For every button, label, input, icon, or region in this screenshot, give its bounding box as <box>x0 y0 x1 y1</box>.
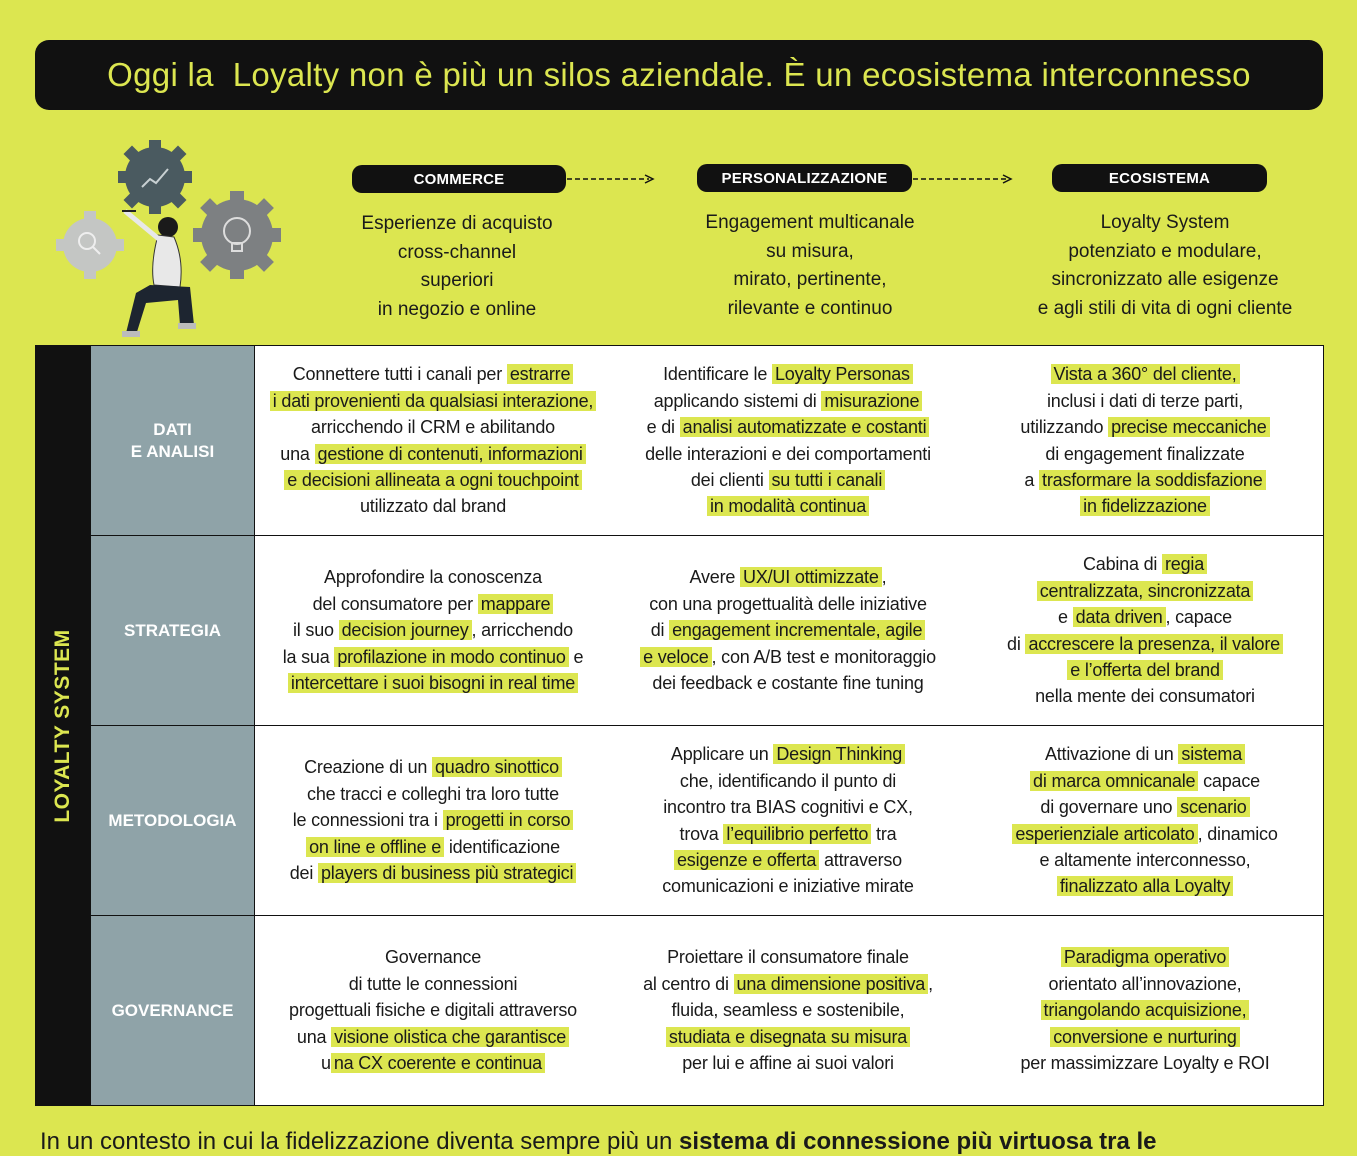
table-cell <box>611 346 965 535</box>
table-cell <box>255 726 611 915</box>
cell-line <box>690 564 887 590</box>
desc-line: mirato, pertinente, <box>733 269 887 290</box>
highlighted-text: quadro sinottico <box>432 757 562 777</box>
page-title: Oggi la Loyalty non è più un silos aziendale. È un ecosistema interconnesso <box>35 40 1323 110</box>
person-figure <box>122 211 196 337</box>
highlighted-text: progetti in corso <box>443 810 574 830</box>
cell-text: di engagement finalizzate <box>1045 443 1245 464</box>
cell-line <box>1067 657 1223 683</box>
highlighted-text: regia <box>1162 554 1207 574</box>
cell-text: Connettere tutti i canali per <box>292 364 507 385</box>
cell-line <box>1051 361 1240 387</box>
table-cell <box>965 726 1325 915</box>
highlighted-text: conversione e nurturing <box>1050 1027 1240 1047</box>
cell-text: al centro di <box>643 973 734 994</box>
bottom-text-normal: In un contesto in cui la fidelizzazione diventa sempre più un <box>40 1128 680 1155</box>
table-row <box>91 726 1323 916</box>
cell-line <box>349 971 518 997</box>
cell-text: identificazione <box>444 836 560 857</box>
highlighted-text: l’equilibrio perfetto <box>723 824 871 844</box>
cell-text: progettuali fisiche e digitali attraverso <box>289 1000 577 1021</box>
cell-line <box>674 847 902 873</box>
cell-line <box>1045 741 1245 767</box>
cell-text: delle interazioni e dei comportamenti <box>645 443 931 464</box>
cell-text: che tracci e colleghi tra loro tutte <box>307 783 559 804</box>
cell-line <box>671 741 905 767</box>
highlighted-text: in fidelizzazione <box>1080 496 1210 516</box>
cell-line <box>297 1024 569 1050</box>
cell-text: e altamente interconnesso, <box>1039 849 1251 870</box>
cell-text: dei <box>289 863 318 884</box>
cell-text: Avere <box>689 567 741 588</box>
highlighted-text: intercettare i suoi bisogni in real time <box>288 673 578 693</box>
cell-text: nella mente dei consumatori <box>1035 686 1255 707</box>
highlighted-text: accrescere la presenza, il valore <box>1025 634 1283 654</box>
cell-line <box>270 388 596 414</box>
cell-line <box>1047 388 1243 414</box>
gear-bulb-icon <box>193 191 281 279</box>
row-header <box>91 916 255 1105</box>
row-header <box>91 346 255 535</box>
cell-line <box>643 971 933 997</box>
cell-text: , <box>881 567 887 588</box>
cell-text: le connessioni tra i <box>292 810 443 831</box>
cell-line <box>289 997 577 1023</box>
cell-text: tra <box>871 823 897 844</box>
cell-line <box>649 591 927 617</box>
table-cell <box>965 536 1325 725</box>
cell-line <box>360 493 506 519</box>
cell-line <box>645 441 931 467</box>
desc-line: su misura, <box>766 240 854 262</box>
cell-line <box>293 807 574 833</box>
desc-line: in negozio e online <box>377 298 537 320</box>
cell-text: , dinamico <box>1197 823 1278 844</box>
highlighted-text: e veloce <box>640 647 711 667</box>
cell-line <box>1049 971 1242 997</box>
row-header-line: E ANALISI <box>130 441 215 461</box>
highlighted-text: Paradigma operativo <box>1061 947 1229 967</box>
table-cell <box>255 536 611 725</box>
cell-line <box>293 361 574 387</box>
desc-line: Loyalty System <box>1100 212 1230 233</box>
table-cell <box>965 916 1325 1105</box>
cell-text: di <box>650 620 670 641</box>
loyalty-system-table <box>35 345 1324 1106</box>
desc-line: potenziato e modulare, <box>1068 240 1262 262</box>
highlighted-text: on line e offline e <box>306 837 444 857</box>
cell-line <box>662 873 914 899</box>
highlighted-text: mappare <box>478 594 554 614</box>
cell-text: di tutte le connessioni <box>348 973 518 994</box>
highlighted-text: e l’offerta del brand <box>1067 660 1223 680</box>
gear-search-icon <box>56 211 124 279</box>
highlighted-text: Loyalty Personas <box>772 364 913 384</box>
cell-line <box>307 781 559 807</box>
cell-line <box>691 467 885 493</box>
cell-text: , <box>928 973 933 994</box>
highlighted-text: decision journey <box>339 620 472 640</box>
table-row <box>91 536 1323 726</box>
highlighted-text: players di business più strategici <box>318 863 576 883</box>
cell-text: e di <box>646 417 680 438</box>
table-row <box>91 346 1323 536</box>
cell-text: Proiettare il consumatore finale <box>667 947 909 968</box>
highlighted-text: triangolando acquisizione, <box>1041 1000 1250 1020</box>
highlighted-text: i dati provenienti da qualsiasi interazione, <box>270 391 596 411</box>
row-header <box>91 536 255 725</box>
highlighted-text: esigenze e offerta <box>674 850 819 870</box>
cell-text: dei clienti <box>690 469 769 490</box>
cell-text: Applicare un <box>670 744 774 765</box>
highlighted-text: una dimensione positiva <box>734 974 929 994</box>
highlighted-text: Vista a 360° del cliente, <box>1051 364 1240 384</box>
highlighted-text: di marca omnicanale <box>1030 771 1198 791</box>
cell-text: utilizzando <box>1020 417 1109 438</box>
column-desc-commerce <box>292 210 622 324</box>
desc-line: cross-channel <box>397 241 517 263</box>
cell-text: , arricchendo <box>471 620 573 641</box>
cell-line <box>654 388 923 414</box>
cell-text: incontro tra BIAS cognitivi e CX, <box>663 797 913 818</box>
cell-line <box>1037 578 1254 604</box>
highlighted-text: misurazione <box>821 391 922 411</box>
cell-line <box>304 754 562 780</box>
cell-text: Cabina di <box>1082 554 1163 575</box>
row-header <box>91 726 255 915</box>
cell-line <box>707 493 869 519</box>
cell-text: che, identificando il punto di <box>679 770 897 791</box>
cell-line <box>680 821 897 847</box>
highlighted-text: visione olistica che garantisce <box>331 1027 569 1047</box>
cell-line <box>680 768 896 794</box>
table-cell <box>965 346 1325 535</box>
cell-line <box>1058 604 1232 630</box>
cell-line <box>652 670 923 696</box>
cell-text: Attivazione di un <box>1044 744 1179 765</box>
cell-text: trova <box>679 823 724 844</box>
cell-text: utilizzato dal brand <box>359 496 507 517</box>
cell-text: del consumatore per <box>312 593 478 614</box>
side-label: LOYALTY SYSTEM <box>51 629 74 823</box>
cell-text: attraverso <box>819 849 902 870</box>
table-cell <box>255 916 611 1105</box>
highlighted-text: UX/UI ottimizzate <box>740 567 882 587</box>
cell-text: e <box>1058 607 1073 628</box>
cell-line <box>290 860 577 886</box>
cell-line <box>313 591 554 617</box>
cell-line <box>284 467 581 493</box>
table-cell <box>611 536 965 725</box>
gears-person-illustration <box>50 135 300 345</box>
highlighted-text: trasformare la soddisfazione <box>1039 470 1266 490</box>
cell-line <box>672 997 905 1023</box>
cell-line <box>1035 683 1255 709</box>
highlighted-text: studiata e disegnata su misura <box>666 1027 910 1047</box>
cell-line <box>667 944 909 970</box>
arrow-right-icon <box>913 172 1013 186</box>
cell-line <box>311 414 555 440</box>
cell-text: e <box>568 646 584 667</box>
row-header-line: DATI <box>153 419 192 439</box>
cell-line <box>1041 997 1250 1023</box>
cell-line <box>1057 873 1233 899</box>
cell-line <box>651 617 926 643</box>
cell-text: Governance <box>384 947 482 968</box>
cell-text: orientato all’innovazione, <box>1048 973 1242 994</box>
highlighted-text: engagement incrementale, agile <box>669 620 925 640</box>
cell-text: dei feedback e costante fine tuning <box>652 673 924 694</box>
highlighted-text: su tutti i canali <box>769 470 886 490</box>
cell-text: di governare uno <box>1040 797 1178 818</box>
cell-line <box>1040 847 1251 873</box>
cell-text: di <box>1007 633 1026 654</box>
highlighted-text: finalizzato alla Loyalty <box>1057 876 1233 896</box>
bottom-text <box>40 1128 1157 1156</box>
cell-line <box>640 644 936 670</box>
highlighted-text: scenario <box>1177 797 1249 817</box>
cell-text: inclusi i dati di terze parti, <box>1046 390 1244 411</box>
column-label-commerce: COMMERCE <box>352 165 566 193</box>
row-header-line: METODOLOGIA <box>108 810 237 830</box>
cell-text: per massimizzare Loyalty e ROI <box>1020 1053 1270 1074</box>
cell-line <box>663 794 913 820</box>
cell-line <box>1061 944 1229 970</box>
cell-line <box>385 944 481 970</box>
cell-line <box>1040 794 1249 820</box>
cell-text: Identificare le <box>663 364 772 385</box>
desc-line: Esperienze di acquisto <box>361 213 553 234</box>
cell-line <box>1050 1024 1240 1050</box>
table-cell <box>611 916 965 1105</box>
row-header-line: GOVERNANCE <box>111 1000 234 1020</box>
desc-line: sincronizzato alle esigenze <box>1051 269 1279 290</box>
cell-line <box>1030 768 1260 794</box>
highlighted-text: Design Thinking <box>773 744 905 764</box>
column-label-personalizzazione: PERSONALIZZAZIONE <box>697 164 912 192</box>
desc-line: rilevante e continuo <box>727 297 893 319</box>
cell-text: una <box>296 1026 332 1047</box>
table-row <box>91 916 1323 1105</box>
cell-text: con una progettualità delle iniziative <box>649 593 927 614</box>
column-desc-personalizzazione <box>645 209 975 323</box>
highlighted-text: sistema <box>1178 744 1245 764</box>
cell-text: per lui e affine ai suoi valori <box>682 1053 894 1074</box>
cell-line <box>306 834 560 860</box>
cell-line <box>1024 467 1265 493</box>
highlighted-text: profilazione in modo continuo <box>334 647 568 667</box>
highlighted-text: gestione di contenuti, informazioni <box>315 444 586 464</box>
cell-line <box>1020 414 1269 440</box>
cell-line <box>647 414 930 440</box>
table-cell <box>611 726 965 915</box>
cell-text: arricchendo il CRM e abilitando <box>311 417 555 438</box>
cell-line <box>288 670 578 696</box>
cell-text: Creazione di un <box>304 757 432 778</box>
table-cell <box>255 346 611 535</box>
cell-line <box>682 1050 894 1076</box>
cell-text: Approfondire la conoscenza <box>324 567 542 588</box>
highlighted-text: analisi automatizzate e costanti <box>680 417 930 437</box>
cell-text: comunicazioni e iniziative mirate <box>662 876 914 897</box>
highlighted-text: in modalità continua <box>707 496 869 516</box>
row-header-line: STRATEGIA <box>124 620 221 640</box>
cell-text: la sua <box>282 646 335 667</box>
cell-line <box>1007 631 1283 657</box>
side-band <box>36 346 91 1105</box>
cell-text: una <box>280 443 315 464</box>
cell-text: applicando sistemi di <box>653 390 822 411</box>
highlighted-text: data driven <box>1073 607 1166 627</box>
highlighted-text: e decisioni allineata a ogni touchpoint <box>284 470 581 490</box>
highlighted-text: estrarre <box>507 364 573 384</box>
cell-line <box>1080 493 1210 519</box>
column-desc-ecosistema <box>1000 209 1330 323</box>
highlighted-text: centralizzata, sincronizzata <box>1037 581 1254 601</box>
cell-text: capace <box>1198 770 1260 791</box>
highlighted-text: na CX coerente e continua <box>331 1053 545 1073</box>
cell-text: il suo <box>293 620 339 641</box>
cell-line <box>280 441 585 467</box>
cell-line <box>321 1050 545 1076</box>
cell-line <box>666 1024 910 1050</box>
arrow-right-icon <box>567 172 655 186</box>
highlighted-text: precise meccaniche <box>1108 417 1269 437</box>
desc-line: superiori <box>420 270 494 291</box>
gear-chart-icon <box>118 140 192 214</box>
bottom-text-bold: sistema di connessione più virtuosa tra le <box>679 1128 1157 1155</box>
desc-line: Engagement multicanale <box>705 212 915 233</box>
cell-text: u <box>321 1053 331 1074</box>
cell-text: , con A/B test e monitoraggio <box>711 646 936 667</box>
cell-line <box>1020 1050 1269 1076</box>
cell-line <box>293 617 573 643</box>
desc-line: e agli stili di vita di ogni cliente <box>1037 297 1293 319</box>
cell-text: a <box>1024 469 1040 490</box>
cell-line <box>1045 441 1244 467</box>
cell-line <box>283 644 584 670</box>
cell-line <box>1012 821 1277 847</box>
cell-text: , capace <box>1165 607 1232 628</box>
cell-line <box>324 564 542 590</box>
cell-line <box>1083 551 1207 577</box>
highlighted-text: esperienziale articolato <box>1012 824 1197 844</box>
cell-line <box>663 361 913 387</box>
column-label-ecosistema: ECOSISTEMA <box>1052 164 1267 192</box>
cell-text: fluida, seamless e sostenibile, <box>671 1000 905 1021</box>
